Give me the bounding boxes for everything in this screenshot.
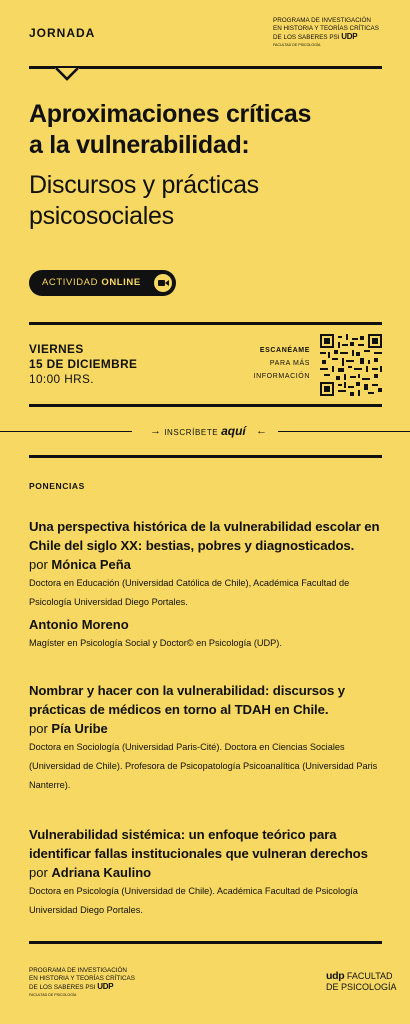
speaker-name: Adriana Kaulino (51, 865, 152, 880)
event-subtitle (29, 170, 389, 232)
program-line: DE LOS SABERES PSI (273, 34, 340, 41)
video-camera-icon (154, 274, 172, 292)
talk-1 (29, 517, 399, 653)
arrow-right-icon: → (150, 425, 161, 437)
arrow-left-icon: ← (256, 425, 267, 437)
talk-title: Una perspectiva histórica de la vulnerabilidad escolar en Chile del siglo XX: bestias, pobres y diagnosticados. (29, 519, 380, 553)
program-line: DE LOS SABERES PSI (29, 984, 96, 991)
title-line: a la vulnerabilidad: (29, 131, 250, 159)
top-divider (29, 66, 382, 69)
facultad-small: FACULTAD DE PSICOLOGÍA (273, 43, 321, 47)
facultad-label: FACULTAD (346, 971, 393, 981)
facultad-name: DE PSICOLOGÍA (326, 982, 397, 992)
ponencias-top-divider (29, 455, 382, 458)
event-time: 10:00 HRS. (29, 372, 94, 386)
event-title (29, 99, 389, 161)
speaker-bio: Doctora en Educación (Universidad Católica de Chile), Académica Facultad de Psicología Universidad Diego Portales. (29, 578, 350, 607)
program-logo-top (273, 17, 379, 48)
talk-title: Vulnerabilidad sistémica: un enfoque teórico para identificar fallas institucionales que vulneran derechos (29, 827, 368, 861)
por-label: por (29, 721, 48, 736)
schedule-top-divider (29, 322, 382, 325)
qr-caption-line: ESCANÉAME (259, 347, 310, 354)
talk-title: Nombrar y hacer con la vulnerabilidad: discursos y prácticas de médicos en torno al TDAH en Chile. (29, 683, 346, 717)
program-logo-bottom (29, 967, 135, 998)
talk-3 (29, 825, 399, 920)
qr-caption-line: PARA MÁS (269, 360, 310, 367)
talk-2 (29, 681, 399, 795)
program-line: EN HISTORIA Y TEORÍAS CRÍTICAS (273, 25, 379, 32)
online-activity-badge (29, 270, 176, 296)
facultad-small: FACULTAD DE PSICOLOGÍA (29, 993, 77, 997)
register-link[interactable] (130, 424, 280, 440)
program-line: PROGRAMA DE INVESTIGACIÓN (29, 967, 127, 974)
qr-code[interactable] (320, 334, 382, 396)
por-label: por (29, 865, 48, 880)
speaker-bio: Doctora en Sociología (Universidad Paris-Cité). Doctora en Ciencias Sociales (Universidad de Chile). Profesora de Psicopatología Psicoanalítica (Universidad Paris Nanterre). (29, 742, 378, 790)
chevron-down-icon (55, 68, 79, 81)
activity-mode: ONLINE (101, 277, 141, 288)
footer-divider (29, 941, 382, 944)
event-day: VIERNES (29, 342, 84, 356)
por-label: por (29, 557, 48, 572)
event-type-label: JORNADA (29, 26, 96, 40)
register-line-right (278, 431, 410, 432)
program-line: PROGRAMA DE INVESTIGACIÓN (273, 17, 371, 24)
event-date-value: 15 DE DICIEMBRE (29, 357, 138, 371)
speaker-name: Antonio Moreno (29, 617, 129, 632)
speaker-name: Pía Uribe (51, 721, 108, 736)
ponencias-heading: PONENCIAS (29, 481, 85, 491)
speaker-name: Mónica Peña (51, 557, 131, 572)
event-date (29, 342, 137, 387)
program-line: EN HISTORIA Y TEORÍAS CRÍTICAS (29, 975, 135, 982)
title-line: Aproximaciones críticas (29, 100, 312, 128)
schedule-bottom-divider (29, 404, 382, 407)
subtitle-line: psicosociales (29, 202, 174, 230)
speaker-bio: Magíster en Psicología Social y Doctor© en Psicología (UDP). (29, 638, 282, 648)
register-line-left (0, 431, 132, 432)
udp-logo: UDP (97, 982, 114, 991)
qr-caption-line: INFORMACIÓN (253, 373, 310, 380)
register-label: INSCRÍBETE (164, 428, 219, 437)
subtitle-line: Discursos y prácticas (29, 171, 259, 199)
udp-facultad-logo (326, 971, 397, 993)
register-emph: aquí (221, 424, 246, 438)
udp-logo: UDP (341, 32, 358, 41)
udp-logo: udp (326, 970, 345, 982)
speaker-bio: Doctora en Psicología (Universidad de Chile). Académica Facultad de Psicología Universidad Diego Portales. (29, 886, 358, 915)
qr-caption (230, 344, 310, 383)
activity-prefix: ACTIVIDAD (42, 277, 99, 288)
